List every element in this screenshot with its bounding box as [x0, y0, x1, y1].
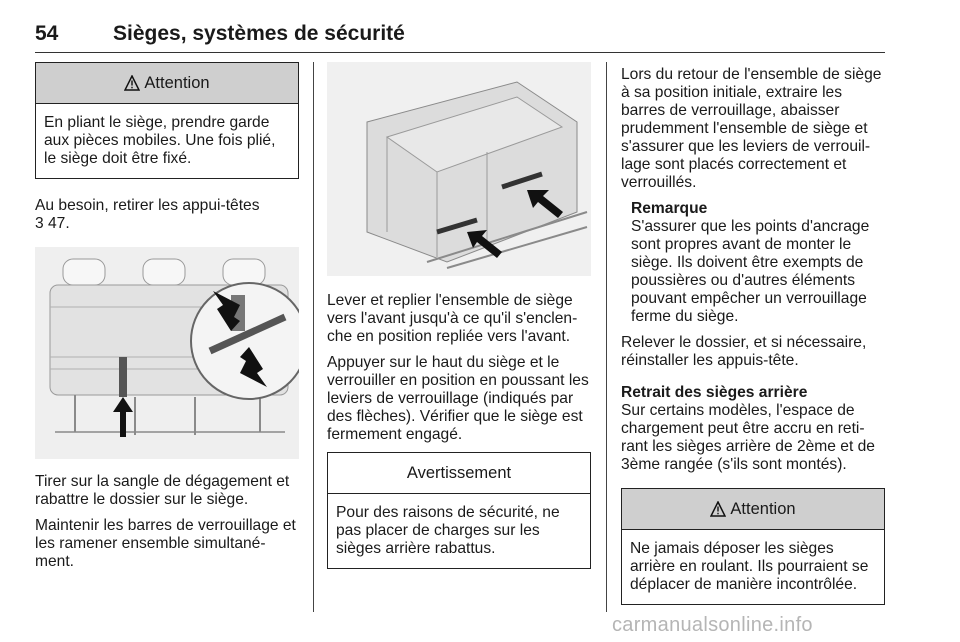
warning-text: Pour des raisons de sécurité, ne pas placer de charges sur les sièges arrière rabattus. — [336, 504, 560, 557]
paragraph: Appuyer sur le haut du siège et le verrouiller en position en poussant les leviers de verrouillage (indiqués par des flèches). Vérifier que le siège est fermement engagé. — [327, 354, 589, 443]
page-title: Sièges, systèmes de sécurité — [113, 22, 405, 45]
watermark: carmanualsonline.info — [612, 614, 813, 636]
warning-triangle-icon — [124, 75, 140, 91]
paragraph: Tirer sur la sangle de dégagement et rabattre le dossier sur le siège. — [35, 473, 290, 508]
warning-header — [328, 453, 590, 494]
column-1 — [35, 62, 299, 579]
column-divider — [606, 62, 607, 612]
remark-block — [631, 200, 885, 326]
column-divider — [313, 62, 314, 612]
section-title: Retrait des sièges arrière — [621, 384, 808, 401]
folded-seat-illustration — [327, 62, 591, 276]
warning-box — [327, 452, 591, 569]
attention-text: En pliant le siège, prendre garde aux pièces mobiles. Une fois plié, le siège doit être fixé. — [44, 114, 276, 167]
attention-title: Attention — [144, 73, 210, 92]
warning-triangle-icon — [710, 501, 726, 517]
remark-title: Remarque — [631, 200, 708, 217]
paragraph: Relever le dossier, et si nécessaire, réinstaller les appuis-tête. — [621, 334, 867, 369]
remark-text: S'assurer que les points d'ancrage sont propres avant de monter le siège. Ils doivent être exempts de poussières ou d'autres éléments pouvant empêcher un verrouillage ferme du siège. — [631, 218, 870, 325]
paragraph: Lors du retour de l'ensemble de siège à sa position initiale, extraire les barres de verrouillage, abaisser prudemment l'ensemble de siège et s'assurer que les leviers de verrouil- lage sont placés correctement et verrouillés. — [621, 66, 882, 191]
attention-header — [36, 63, 298, 104]
page-number: 54 — [35, 22, 59, 45]
column-2 — [327, 62, 591, 583]
seat-lock-illustration — [35, 247, 299, 459]
page-header — [35, 22, 885, 53]
paragraph: Lever et replier l'ensemble de siège vers l'avant jusqu'à ce qu'il s'enclen- che en position repliée vers l'avant. — [327, 292, 578, 345]
column-3 — [621, 66, 885, 619]
warning-title: Avertissement — [406, 463, 512, 482]
attention-header — [622, 489, 884, 530]
headrest-text: Au besoin, retirer les appui-têtes 3 47. — [35, 197, 260, 232]
attention-box — [621, 488, 885, 605]
attention-text: Ne jamais déposer les sièges arrière en roulant. Ils pourraient se déplacer de manière incontrôlée. — [630, 540, 869, 593]
page-reference: 3 47. — [35, 215, 70, 232]
attention-title: Attention — [730, 499, 796, 518]
paragraph: Sur certains modèles, l'espace de chargement peut être accru en reti- rant les sièges arrière de 2ème et de 3ème rangée (s'ils sont montés). — [621, 402, 875, 473]
attention-box — [35, 62, 299, 179]
paragraph: Maintenir les barres de verrouillage et les ramener ensemble simultané- ment. — [35, 517, 296, 570]
